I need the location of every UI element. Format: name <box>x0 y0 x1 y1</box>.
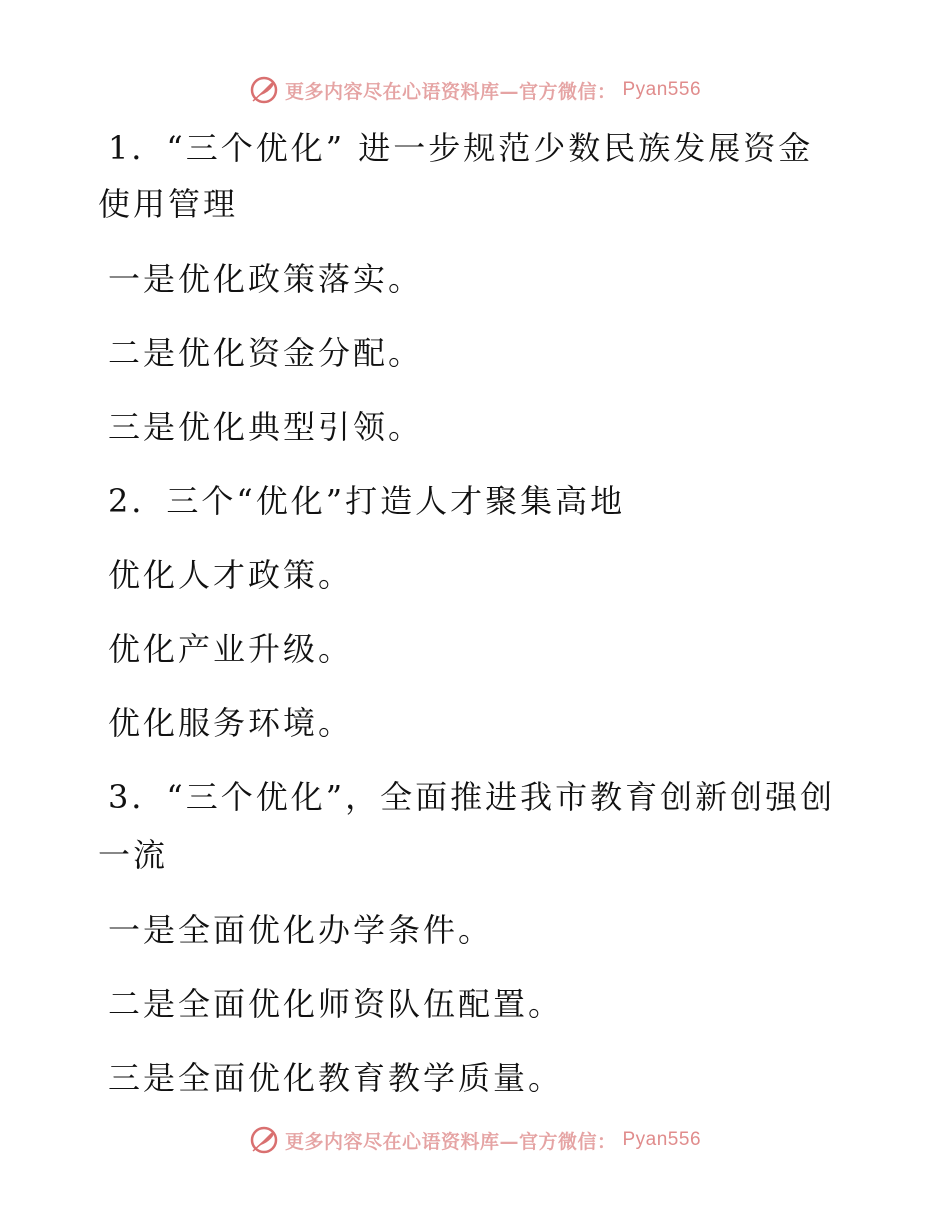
banner-wechat-id: Pyan556 <box>622 1129 702 1150</box>
banner-text: 更多内容尽在心语资料库—官方微信： <box>284 80 617 103</box>
section-1-title-line-1: 1．“三个优化” 进一步规范少数民族发展资金 <box>108 129 814 167</box>
section-2-title: 2．三个“优化”打造人才聚集高地 <box>108 482 626 520</box>
section-3-title-line-1: 3．“三个优化”，全面推进我市教育创新创强创 <box>108 778 836 816</box>
section-3-item-3: 三是全面优化教育教学质量。 <box>108 1059 564 1097</box>
section-1-item-1: 一是优化政策落实。 <box>108 260 424 298</box>
footer-banner <box>0 1122 950 1158</box>
banner-wechat-id: Pyan556 <box>622 79 702 100</box>
section-3-title-line-2: 一流 <box>98 836 169 874</box>
section-3-item-2: 二是全面优化师资队伍配置。 <box>108 985 564 1023</box>
feather-logo-icon <box>249 75 279 105</box>
section-1-title-line-2: 使用管理 <box>98 185 239 223</box>
feather-logo-icon <box>249 1125 279 1155</box>
section-2-item-3: 优化服务环境。 <box>108 704 354 742</box>
section-1-item-3: 三是优化典型引领。 <box>108 408 424 446</box>
banner-text: 更多内容尽在心语资料库—官方微信： <box>284 1130 617 1153</box>
section-2-item-2: 优化产业升级。 <box>108 630 354 668</box>
section-3-item-1: 一是全面优化办学条件。 <box>108 911 494 949</box>
header-banner <box>0 72 950 108</box>
section-2-item-1: 优化人才政策。 <box>108 556 354 594</box>
section-1-item-2: 二是优化资金分配。 <box>108 334 424 372</box>
